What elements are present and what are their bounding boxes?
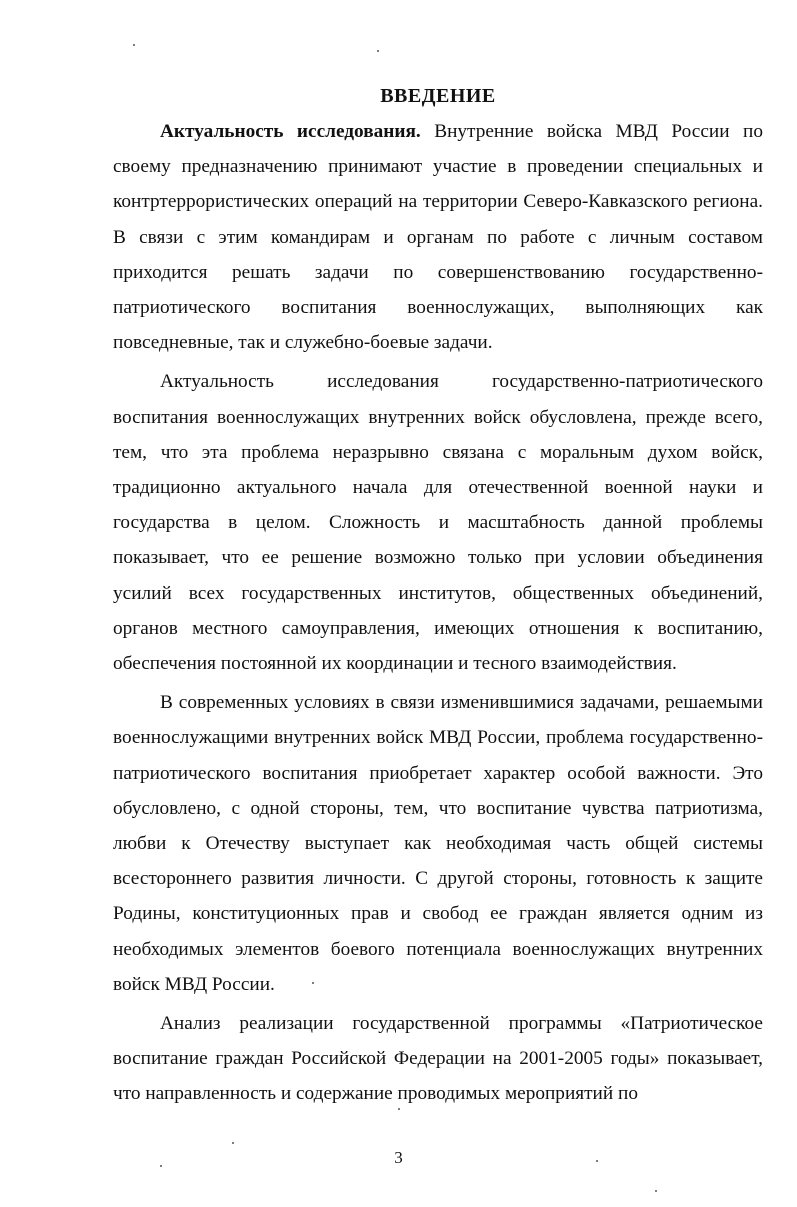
document-body xyxy=(113,82,763,1116)
paragraph-text: Внутренние войска МВД России по своему предназначению принимают участие в проведении специальных и контртеррористических операций на территории Северо-Кавказского региона. В связи с этим командирам и органам по работе с личным составом приходится решать задачи по совершенствованию государственно-патриотического воспитания военнослужащих, выполняющих как повседневные, так и служебно-боевые задачи. xyxy=(113,121,763,354)
section-heading: ВВЕДЕНИЕ xyxy=(380,85,496,107)
paragraph-text: Актуальность исследования государственно-патриотического воспитания военнослужащих внутренних войск обусловлена, прежде всего, тем, что эта проблема неразрывно связана с моральным духом войск, традиционно актуального начала для отечественной военной науки и государства в целом. Сложность и масштабность данной проблемы показывает, что ее решение возможно только при условии объединения усилий всех государственных институтов, общественных объединений, органов местного самоуправления, имеющих отношения к воспитанию, обеспечения постоянной их координации и тесного взаимодействия. xyxy=(113,371,763,675)
paragraph-relevance xyxy=(113,114,763,360)
paragraph-relevance-detail xyxy=(113,364,763,681)
scan-speck xyxy=(377,50,379,52)
paragraph-text: В современных условиях в связи изменившимися задачами, решаемыми военнослужащими внутренних войск МВД России, проблема государственно-патриотического воспитания приобретает характер особой важности. Это обусловлено, с одной стороны, тем, что воспитание чувства патриотизма, любви к Отечеству выступает как необходимая часть общей системы всестороннего развития личности. С другой стороны, готовность к защите Родины, конституционных прав и свобод ее граждан является одним из необходимых элементов боевого потенциала военнослужащих внутренних войск МВД России. xyxy=(113,692,763,995)
paragraph-text: Анализ реализации государственной программы «Патриотическое воспитание граждан Российской Федерации на 2001-2005 годы» показывает, что направленность и содержание проводимых мероприятий по xyxy=(113,1013,763,1105)
scan-speck xyxy=(232,1142,234,1144)
page-number: 3 xyxy=(394,1148,403,1167)
paragraph-lead: Актуальность исследования. xyxy=(160,121,421,142)
paragraph-modern-conditions xyxy=(113,685,763,1002)
paragraph-program-analysis xyxy=(113,1006,763,1112)
scan-speck xyxy=(655,1190,657,1192)
scan-speck xyxy=(133,44,135,46)
